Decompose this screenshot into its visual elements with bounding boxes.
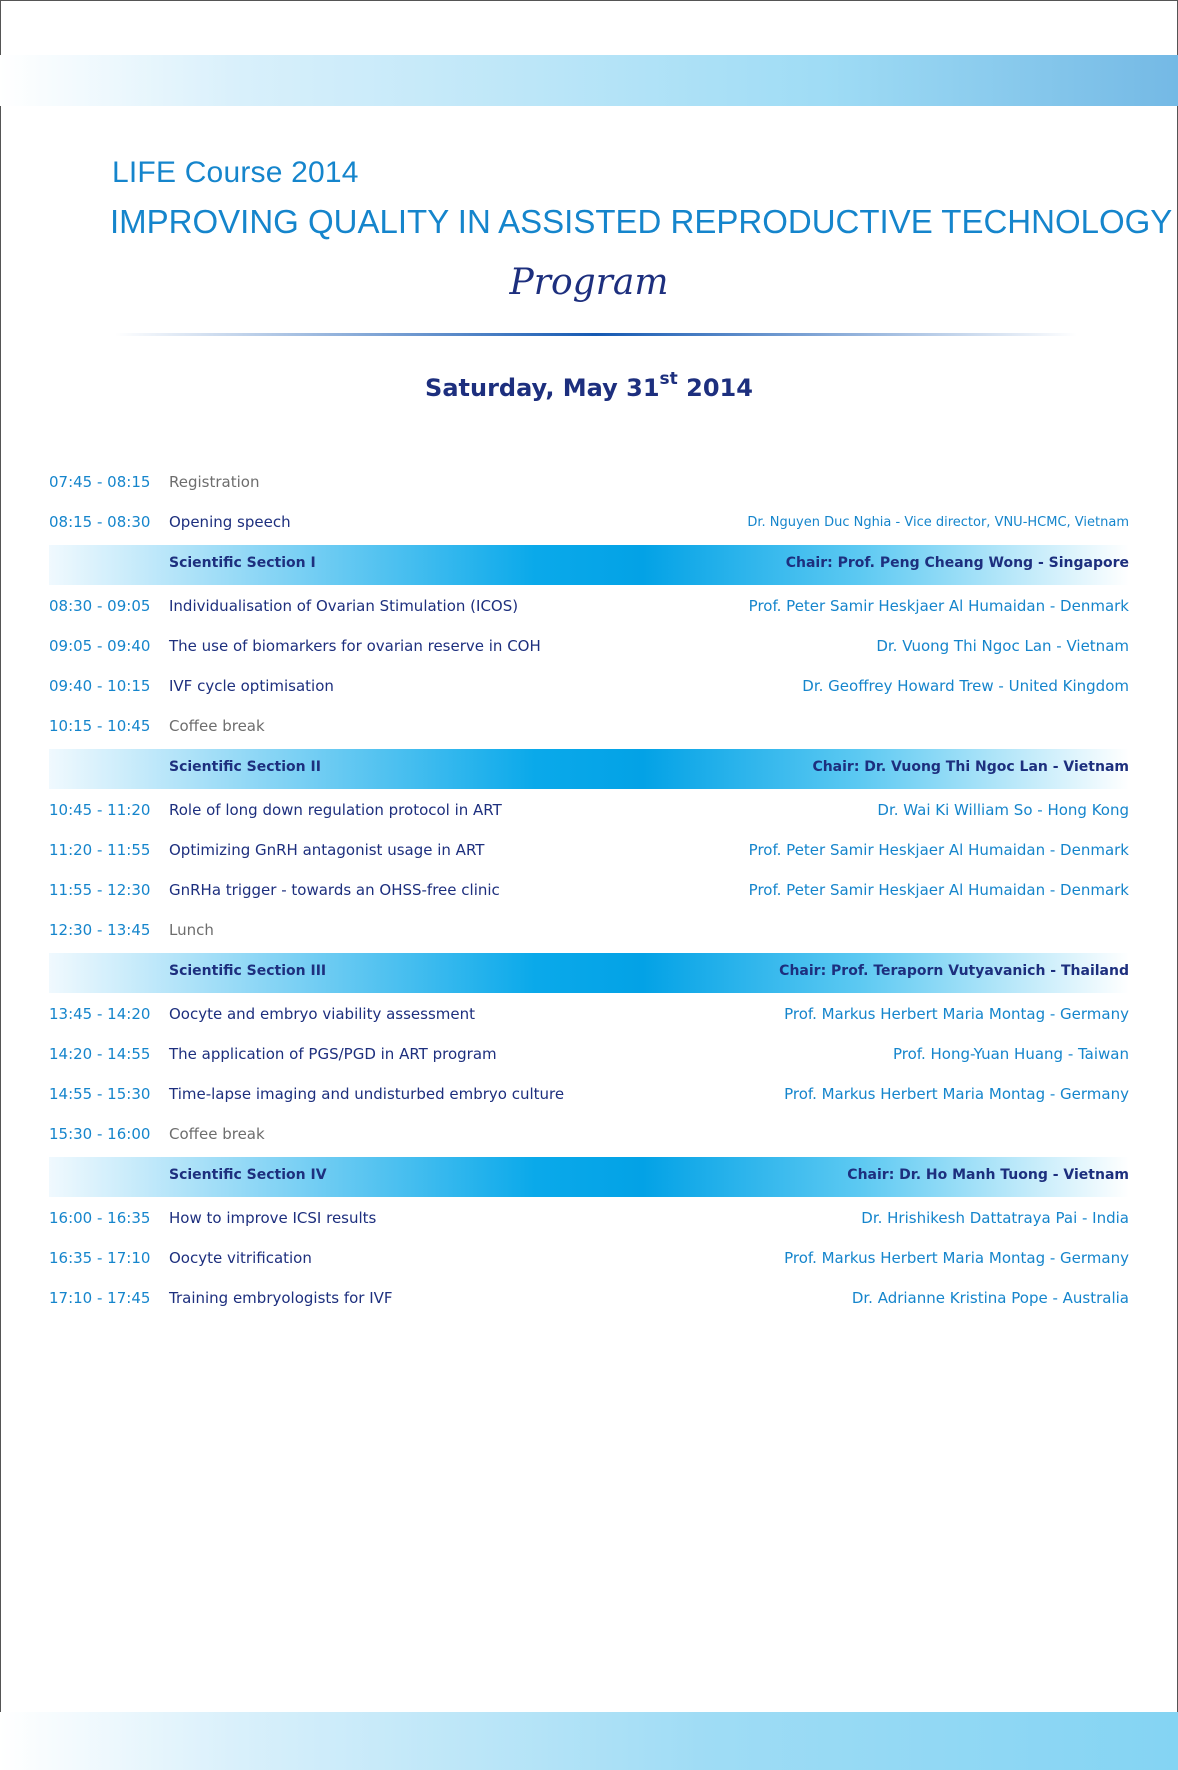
section-chair: Chair: Prof. Peng Cheang Wong - Singapore <box>785 555 1129 571</box>
section-chair: Chair: Prof. Teraporn Vutyavanich - Thailand <box>779 963 1129 979</box>
section-title: Scientific Section III <box>169 963 327 979</box>
schedule-row <box>49 1201 1129 1241</box>
session-topic: How to improve ICSI results <box>169 1209 377 1227</box>
schedule-row <box>49 505 1129 545</box>
session-topic: Individualisation of Ovarian Stimulation (ICOS) <box>169 597 519 615</box>
session-time: 13:45 - 14:20 <box>49 1005 151 1023</box>
section-chair: Chair: Dr. Ho Manh Tuong - Vietnam <box>847 1167 1129 1183</box>
section-header <box>49 749 1129 789</box>
session-time: 09:40 - 10:15 <box>49 677 151 695</box>
session-speaker: Prof. Peter Samir Heskjaer Al Humaidan - Denmark <box>748 841 1129 859</box>
course-title: LIFE Course 2014 <box>112 156 359 189</box>
schedule-row <box>49 589 1129 629</box>
schedule-row <box>49 793 1129 833</box>
session-speaker: Dr. Geoffrey Howard Trew - United Kingdom <box>802 677 1129 695</box>
schedule-row <box>49 1077 1129 1117</box>
schedule-row <box>49 709 1129 749</box>
session-time: 12:30 - 13:45 <box>49 921 151 939</box>
schedule-row <box>49 873 1129 913</box>
course-subtitle: IMPROVING QUALITY IN ASSISTED REPRODUCTIVE TECHNOLOGY <box>110 203 1173 240</box>
session-time: 10:45 - 11:20 <box>49 801 151 819</box>
schedule-table <box>49 465 1129 1321</box>
program-heading: Program <box>509 262 669 303</box>
session-time: 16:00 - 16:35 <box>49 1209 151 1227</box>
session-topic: Optimizing GnRH antagonist usage in ART <box>169 841 485 859</box>
session-time: 11:55 - 12:30 <box>49 881 151 899</box>
session-time: 09:05 - 09:40 <box>49 637 151 655</box>
session-topic: Lunch <box>169 921 214 939</box>
section-header <box>49 1157 1129 1197</box>
session-time: 17:10 - 17:45 <box>49 1289 151 1307</box>
session-speaker: Dr. Hrishikesh Dattatraya Pai - India <box>861 1209 1129 1227</box>
session-topic: Training embryologists for IVF <box>169 1289 393 1307</box>
session-time: 08:15 - 08:30 <box>49 513 151 531</box>
session-speaker: Prof. Markus Herbert Maria Montag - Germany <box>784 1249 1129 1267</box>
session-speaker: Prof. Peter Samir Heskjaer Al Humaidan - Denmark <box>748 881 1129 899</box>
schedule-row <box>49 465 1129 505</box>
session-speaker: Prof. Markus Herbert Maria Montag - Germany <box>784 1005 1129 1023</box>
program-date: Saturday, May 31st 2014 <box>425 369 753 402</box>
session-time: 15:30 - 16:00 <box>49 1125 151 1143</box>
session-time: 14:55 - 15:30 <box>49 1085 151 1103</box>
session-topic: Registration <box>169 473 260 491</box>
session-topic: Oocyte vitrification <box>169 1249 312 1267</box>
section-title: Scientific Section IV <box>169 1167 327 1183</box>
session-speaker: Dr. Wai Ki William So - Hong Kong <box>877 801 1129 819</box>
session-time: 07:45 - 08:15 <box>49 473 151 491</box>
session-topic: IVF cycle optimisation <box>169 677 334 695</box>
session-speaker: Dr. Nguyen Duc Nghia - Vice director, VNU-HCMC, Vietnam <box>747 515 1129 530</box>
schedule-row <box>49 833 1129 873</box>
section-chair: Chair: Dr. Vuong Thi Ngoc Lan - Vietnam <box>812 759 1129 775</box>
session-topic: Role of long down regulation protocol in ART <box>169 801 502 819</box>
session-topic: Oocyte and embryo viability assessment <box>169 1005 476 1023</box>
schedule-row <box>49 997 1129 1037</box>
session-speaker: Dr. Vuong Thi Ngoc Lan - Vietnam <box>876 637 1129 655</box>
section-header <box>49 545 1129 585</box>
session-topic: Coffee break <box>169 1125 265 1143</box>
schedule-row <box>49 1281 1129 1321</box>
section-title: Scientific Section II <box>169 759 321 775</box>
session-time: 16:35 - 17:10 <box>49 1249 151 1267</box>
session-topic: Coffee break <box>169 717 265 735</box>
header-band <box>0 55 1178 106</box>
footer-band <box>0 1712 1178 1770</box>
divider-line <box>115 333 1077 336</box>
session-time: 11:20 - 11:55 <box>49 841 151 859</box>
session-speaker: Dr. Adrianne Kristina Pope - Australia <box>851 1289 1129 1307</box>
session-time: 10:15 - 10:45 <box>49 717 151 735</box>
schedule-row <box>49 1241 1129 1281</box>
session-topic: Opening speech <box>169 513 291 531</box>
session-time: 14:20 - 14:55 <box>49 1045 151 1063</box>
session-speaker: Prof. Hong-Yuan Huang - Taiwan <box>892 1045 1129 1063</box>
section-title: Scientific Section I <box>169 555 316 571</box>
session-topic: The application of PGS/PGD in ART program <box>169 1045 497 1063</box>
session-speaker: Prof. Peter Samir Heskjaer Al Humaidan - Denmark <box>748 597 1129 615</box>
session-topic: GnRHa trigger - towards an OHSS-free clinic <box>169 881 500 899</box>
schedule-row <box>49 1117 1129 1157</box>
session-time: 08:30 - 09:05 <box>49 597 151 615</box>
session-topic: The use of biomarkers for ovarian reserve in COH <box>169 637 541 655</box>
schedule-row <box>49 669 1129 709</box>
session-topic: Time-lapse imaging and undisturbed embryo culture <box>169 1085 565 1103</box>
section-header <box>49 953 1129 993</box>
schedule-row <box>49 629 1129 669</box>
schedule-row <box>49 1037 1129 1077</box>
session-speaker: Prof. Markus Herbert Maria Montag - Germany <box>784 1085 1129 1103</box>
schedule-row <box>49 913 1129 953</box>
